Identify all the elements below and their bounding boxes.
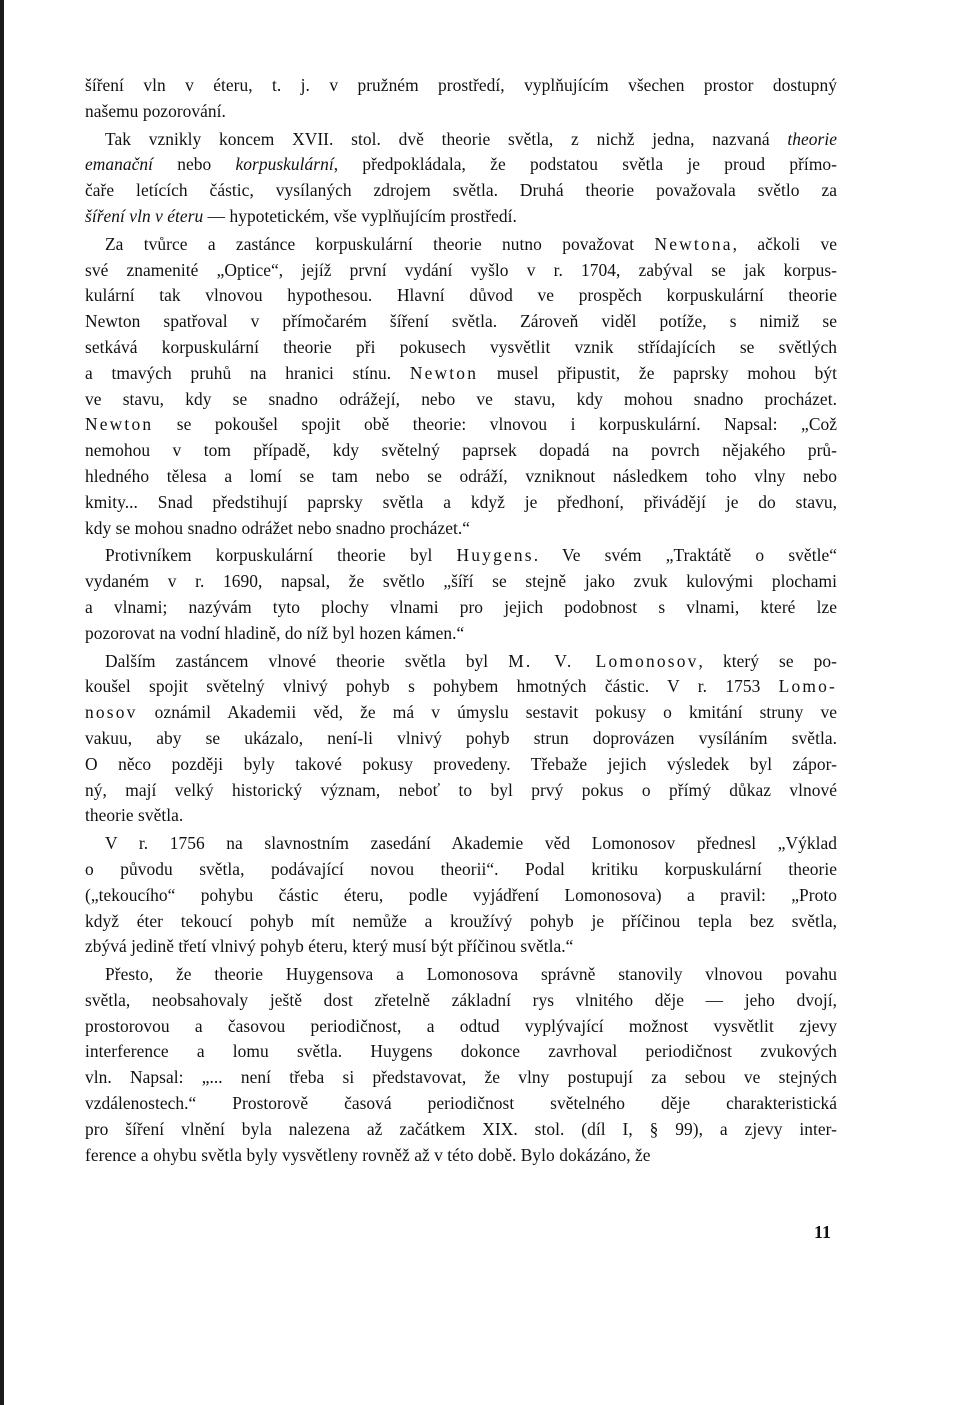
text-line	[85, 595, 837, 621]
italic-term: theorie	[787, 128, 837, 149]
text-line	[85, 1091, 837, 1117]
scan-edge	[0, 0, 4, 1405]
text-run: O něco později byly takové pokusy provedeny. Třebaže jejich výsledek byl zápor-	[85, 753, 837, 774]
paragraph	[85, 127, 837, 230]
text-run: Newton spatřoval v přímočarém šíření světla. Zároveň viděl potíže, s nimiž se	[85, 311, 837, 332]
text-line	[85, 127, 837, 153]
text-run: Za tvůrce a zastánce korpuskulární theorie nutno považovat	[105, 233, 655, 254]
text-run: šíření vln v éteru, t. j. v pružném prostředí, vyplňujícím všechen prostor dostupný	[85, 75, 837, 95]
page-body	[85, 73, 837, 1168]
spaced-name: Huygens	[456, 545, 534, 566]
text-run: musel připustit, že paprsky mohou být	[478, 362, 837, 383]
text-run: , který se po-	[698, 650, 837, 671]
paragraph	[85, 962, 837, 1168]
text-run: prostorovou a časovou periodičnost, a odtud vyplývající možnost vysvětlit zjevy	[85, 1015, 837, 1036]
text-line	[85, 490, 837, 516]
text-run: vzdálenostech.“ Prostorově časová periodičnost světelného děje charakteristická	[85, 1093, 837, 1114]
spaced-name: Newton	[409, 362, 479, 383]
text-line	[85, 258, 837, 284]
text-line	[85, 934, 837, 960]
text-run: , předpokládala, že podstatou světla je proud přímo-	[333, 154, 837, 175]
text-run: setkává korpuskulární theorie při pokusech vysvětlit vznik střídajících se světlých	[85, 336, 837, 357]
text-run: světla, neobsahovaly ještě dost zřetelně základní rys vlnitého děje — jeho dvojí,	[85, 989, 837, 1010]
italic-term: emanační	[85, 154, 154, 175]
text-line	[85, 1117, 837, 1143]
paragraph	[85, 831, 837, 960]
text-run: zbývá jedině třetí vlnivý pohyb éteru, který musí být příčinou světla.“	[85, 936, 574, 957]
spaced-name: Newtona	[654, 233, 733, 254]
text-run: vln. Napsal: „... není třeba si představovat, že vlny postupují za sebou ve stejných	[85, 1067, 837, 1088]
text-line	[85, 1014, 837, 1040]
text-run: když éter tekoucí pohyb mít nemůže a kroužívý pohyb je příčinou tepla bez světla,	[85, 910, 837, 931]
text-line	[85, 152, 837, 178]
text-run: theorie světla.	[85, 805, 184, 826]
text-run: své znamenité „Optice“, jejíž první vydání vyšlo v r. 1704, zabýval se jak korpus-	[85, 259, 837, 280]
spaced-name: Newton	[85, 414, 154, 435]
spaced-name: Lomo-	[778, 676, 837, 697]
text-run: se pokoušel spojit obě theorie: vlnovou i korpuskulární. Napsal: „Což	[153, 414, 837, 435]
text-line	[85, 283, 837, 309]
text-run: kmity... Snad předstihují paprsky světla a když je předhoní, přivádějí je do stavu,	[85, 491, 837, 512]
text-line	[85, 752, 837, 778]
spaced-name: nosov	[85, 702, 138, 723]
text-run: ference a ohybu světla byly vysvětleny rovněž až v této době. Bylo dokázáno, že	[85, 1144, 651, 1165]
text-line	[85, 232, 837, 258]
text-run: („tekoucího“ pohybu částic éteru, podle vyjádření Lomonosova) a pravil: „Proto	[85, 884, 837, 905]
italic-term: korpuskulární	[235, 154, 334, 175]
text-line	[85, 309, 837, 335]
text-run: čaře letících částic, vysílaných zdrojem světla. Druhá theorie považovala světlo za	[85, 180, 837, 201]
text-run: ve stavu, kdy se snadno odrážejí, nebo ve stavu, kdy mohou snadno procházet.	[85, 388, 837, 409]
text-line	[85, 1065, 837, 1091]
text-line	[85, 988, 837, 1014]
text-line	[85, 1039, 837, 1065]
text-run: . Ve svém „Traktátě o světle“	[533, 545, 837, 566]
text-run: Protivníkem korpuskulární theorie byl	[105, 545, 457, 566]
italic-term: šíření vln v éteru	[85, 205, 204, 226]
text-line	[85, 621, 837, 647]
text-line	[85, 178, 837, 204]
text-run: kulární tak vlnovou hypothesou. Hlavní důvod ve prospěch korpuskulární theorie	[85, 285, 837, 306]
text-run: hledného tělesa a lomí se tam nebo se odráží, vzniknout následkem toho vlny nebo	[85, 465, 837, 486]
text-run: koušel spojit světelný vlnivý pohyb s pohybem hmotných částic. V r. 1753	[85, 676, 779, 697]
text-line	[85, 543, 837, 569]
text-line	[85, 335, 837, 361]
text-run: a tmavých pruhů na hranici stínu.	[85, 362, 410, 383]
text-run: vakuu, aby se ukázalo, není-li vlnivý pohyb strun doprovázen vysíláním světla.	[85, 727, 837, 748]
text-line	[85, 857, 837, 883]
text-line	[85, 883, 837, 909]
text-line	[85, 803, 837, 829]
text-line	[85, 962, 837, 988]
text-line	[85, 1143, 837, 1169]
text-line	[85, 516, 837, 542]
text-line	[85, 674, 837, 700]
spaced-name: M. V. Lomonosov	[508, 650, 699, 671]
text-line	[85, 73, 837, 99]
page-number: 11	[814, 1222, 832, 1242]
text-line	[85, 387, 837, 413]
text-line	[85, 204, 837, 230]
text-run: ný, mají velký historický význam, neboť to byl prvý pokus o přímý důkaz vlnové	[85, 779, 837, 800]
text-line	[85, 464, 837, 490]
text-run: Přesto, že theorie Huygensova a Lomonosova správně stanovily vlnovou povahu	[105, 964, 837, 985]
text-line	[85, 361, 837, 387]
text-line	[85, 569, 837, 595]
text-run: , ačkoli ve	[732, 233, 837, 254]
text-run: pozorovat na vodní hladině, do níž byl hozen kámen.“	[85, 622, 465, 643]
text-run: V r. 1756 na slavnostním zasedání Akademie věd Lomonosov přednesl „Výklad	[105, 833, 837, 854]
text-run: oznámil Akademii věd, že má v úmyslu sestavit pokusy o kmitání struny ve	[137, 702, 837, 723]
text-line	[85, 909, 837, 935]
text-run: nebo	[153, 154, 236, 175]
text-run: — hypotetickém, vše vyplňujícím prostředí.	[203, 205, 517, 226]
paragraph	[85, 543, 837, 646]
text-run: pro šíření vlnění byla nalezena až začátkem XIX. stol. (díl I, § 99), a zjevy inter-	[85, 1118, 837, 1139]
text-line	[85, 778, 837, 804]
text-run: kdy se mohou snadno odrážet nebo snadno procházet.“	[85, 517, 471, 538]
text-line	[85, 412, 837, 438]
paragraph	[85, 232, 837, 542]
text-line	[85, 831, 837, 857]
text-line	[85, 726, 837, 752]
text-run: nemohou v tom případě, kdy světelný paprsek dopadá na povrch nějakého prů-	[85, 440, 837, 461]
text-line	[85, 99, 837, 125]
text-run: o původu světla, podávající novou theorii“. Podal kritiku korpuskulární theorie	[85, 858, 837, 879]
text-run: Tak vznikly koncem XVII. stol. dvě theorie světla, z nichž jedna, nazvaná	[105, 128, 788, 149]
text-run: našemu pozorování.	[85, 100, 226, 121]
text-line	[85, 438, 837, 464]
text-run: a vlnami; nazývám tyto plochy vlnami pro jejich podobnost s vlnami, které lze	[85, 596, 837, 617]
paragraph	[85, 73, 837, 125]
text-line	[85, 700, 837, 726]
text-run: Dalším zastáncem vlnové theorie světla byl	[105, 650, 509, 671]
text-line	[85, 649, 837, 675]
text-run: interference a lomu světla. Huygens dokonce zavrhoval periodičnost zvukových	[85, 1041, 837, 1062]
text-run: vydaném v r. 1690, napsal, že světlo „šíří se stejně jako zvuk kulovými plochami	[85, 571, 837, 592]
paragraph	[85, 649, 837, 830]
